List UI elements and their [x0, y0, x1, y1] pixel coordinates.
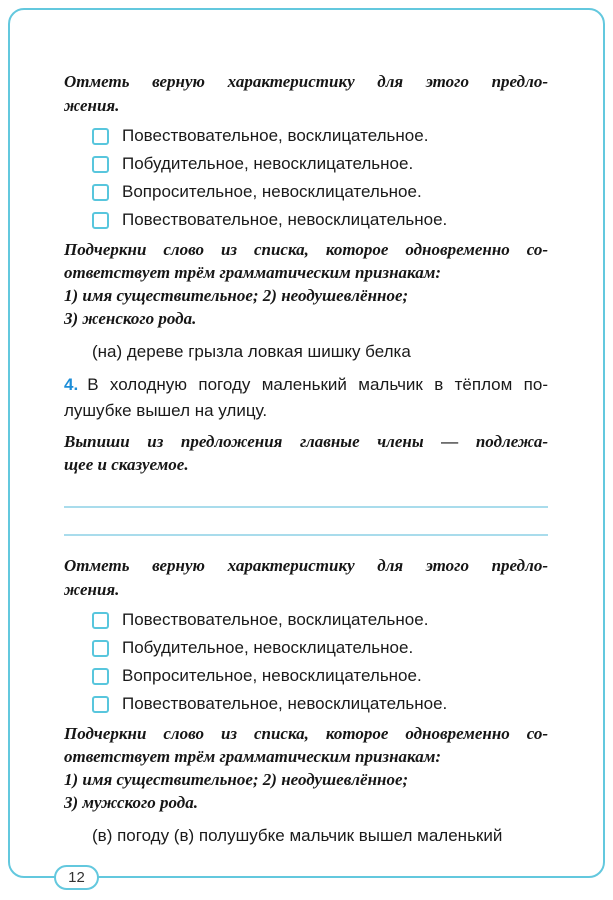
checkbox-icon[interactable]: [92, 156, 109, 173]
checkbox-icon[interactable]: [92, 696, 109, 713]
checkbox-icon[interactable]: [92, 668, 109, 685]
option-label: Повествовательное, восклицательное.: [122, 126, 429, 145]
exercise-sentence-line: [64, 372, 548, 398]
option-row: [92, 178, 548, 206]
prompt-line: Отметь верную характеристику для этого предло-: [64, 556, 548, 575]
prompt-line: Отметь верную характеристику для этого предло-: [64, 72, 548, 91]
checkbox-icon[interactable]: [92, 212, 109, 229]
option-label: Вопросительное, невосклицательное.: [122, 182, 422, 201]
checkbox-icon[interactable]: [92, 640, 109, 657]
checkbox-icon[interactable]: [92, 612, 109, 629]
task-line: ответствует трём грамматическим признакам:: [64, 747, 442, 766]
exercise-sentence: В холодную погоду маленький мальчик в тёплом по-: [87, 375, 548, 394]
option-label: Побудительное, невосклицательное.: [122, 154, 414, 173]
option-row: [92, 122, 548, 150]
option-row: [92, 662, 548, 690]
option-row: [92, 206, 548, 234]
prompt-characteristic-top: [64, 70, 548, 118]
option-label: Повествовательное, невосклицательное.: [122, 210, 448, 229]
answer-line[interactable]: [64, 506, 548, 508]
options-group-bottom: [92, 606, 548, 718]
option-label: Повествовательное, невосклицательное.: [122, 694, 448, 713]
exercise-4: [64, 372, 548, 424]
option-row: [92, 634, 548, 662]
word-list-top: (на) дереве грызла ловкая шишку белка: [92, 342, 411, 361]
prompt-characteristic-bottom: [64, 554, 548, 602]
option-label: Побудительное, невосклицательное.: [122, 638, 414, 657]
word-list-bottom: (в) погоду (в) полушубке мальчик вышел маленький: [92, 826, 503, 845]
task-line: ответствует трём грамматическим признакам:: [64, 263, 442, 282]
prompt-line: жения.: [64, 580, 120, 599]
task-criteria-line: 1) имя существительное; 2) неодушевлённое;: [64, 770, 409, 789]
prompt-line: жения.: [64, 96, 120, 115]
task-criteria-line: 1) имя существительное; 2) неодушевлённое;: [64, 286, 409, 305]
option-row: [92, 606, 548, 634]
task-line: Подчеркни слово из списка, которое одновременно со-: [64, 240, 548, 259]
page-number-badge: [54, 865, 99, 890]
options-group-top: [92, 122, 548, 234]
task-line: Выпиши из предложения главные члены — подлежа-: [64, 432, 548, 451]
exercise-sentence-line: лушубке вышел на улицу.: [64, 401, 268, 420]
task-underline-word-top: [64, 238, 548, 330]
option-label: Повествовательное, восклицательное.: [122, 610, 429, 629]
option-row: [92, 690, 548, 718]
task-underline-word-bottom: [64, 722, 548, 814]
task-criteria-line: 3) мужского рода.: [64, 793, 198, 812]
task-criteria-line: 3) женского рода.: [64, 309, 197, 328]
option-label: Вопросительное, невосклицательное.: [122, 666, 422, 685]
page-content: [64, 70, 548, 848]
task-write-main-members: [64, 430, 548, 476]
checkbox-icon[interactable]: [92, 128, 109, 145]
exercise-number: 4.: [64, 375, 79, 394]
task-line: Подчеркни слово из списка, которое одновременно со-: [64, 724, 548, 743]
answer-line[interactable]: [64, 534, 548, 536]
option-row: [92, 150, 548, 178]
task-line: щее и сказуемое.: [64, 455, 189, 474]
page-number: 12: [68, 869, 85, 886]
checkbox-icon[interactable]: [92, 184, 109, 201]
